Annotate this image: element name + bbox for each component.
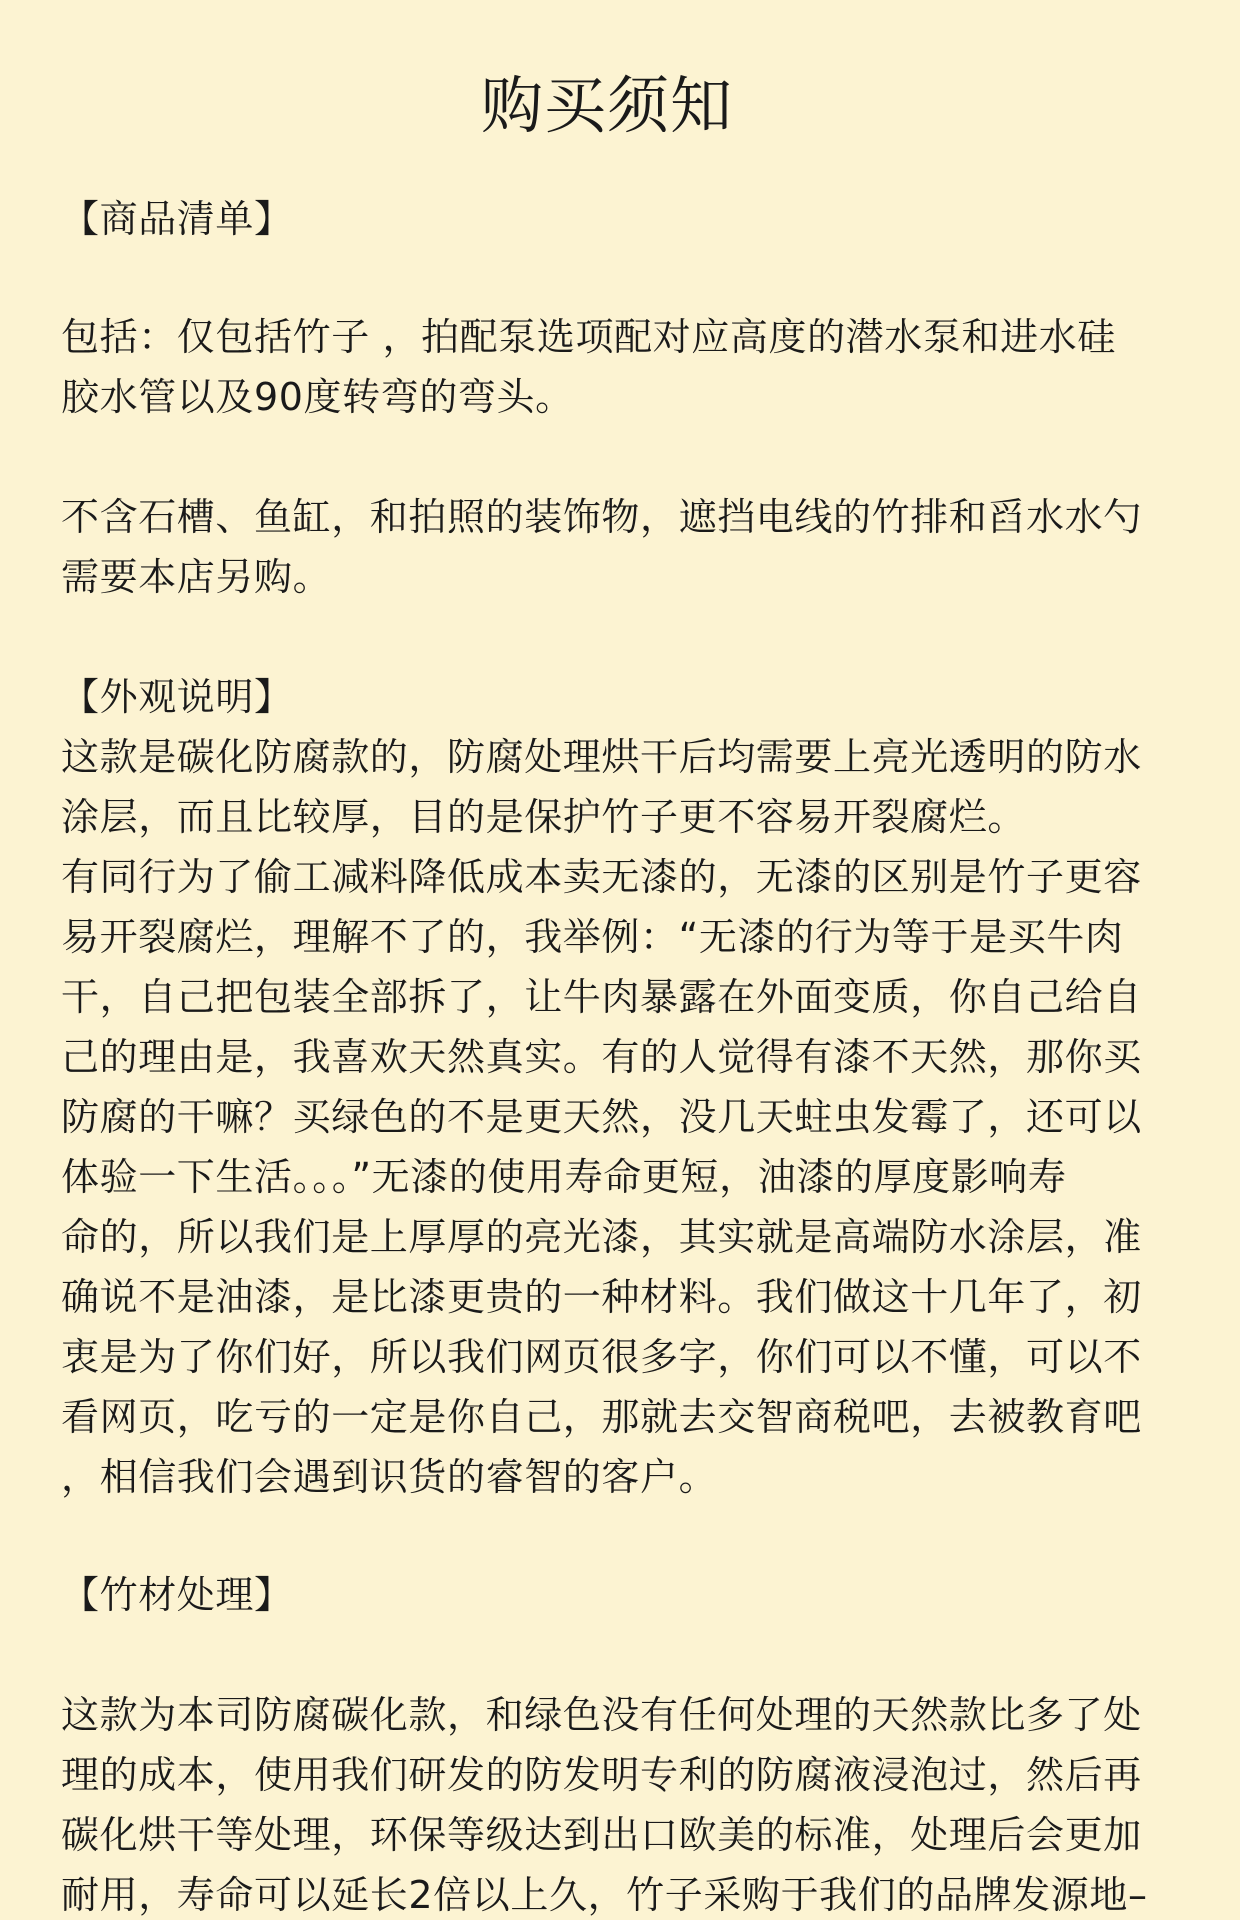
paragraph-line: 不含石槽、鱼缸，和拍照的装饰物，遮挡电线的竹排和舀水水勺 bbox=[61, 495, 1142, 539]
paragraph-line: 胶水管以及90度转弯的弯头。 bbox=[61, 375, 574, 419]
section-heading-product-list: 【商品清单】 bbox=[61, 197, 293, 241]
paragraph-line: ，相信我们会遇到识货的睿智的客户。 bbox=[61, 1455, 718, 1499]
paragraph-line: 理的成本，使用我们研发的防发明专利的防腐液浸泡过，然后再 bbox=[61, 1753, 1142, 1797]
paragraph-line: 确说不是油漆，是比漆更贵的一种材料。我们做这十几年了，初 bbox=[61, 1275, 1142, 1319]
paragraph-line: 看网页，吃亏的一定是你自己，那就去交智商税吧，去被教育吧 bbox=[61, 1395, 1142, 1439]
paragraph-line: 己的理由是，我喜欢天然真实。有的人觉得有漆不天然，那你买 bbox=[61, 1035, 1142, 1079]
paragraph-line: 需要本店另购。 bbox=[61, 555, 332, 599]
paragraph-line: 干，自己把包装全部拆了，让牛肉暴露在外面变质，你自己给自 bbox=[61, 975, 1142, 1019]
paragraph-line: 耐用，寿命可以延长2倍以上久，竹子采购于我们的品牌发源地– bbox=[61, 1873, 1148, 1917]
section-heading-bamboo-treatment: 【竹材处理】 bbox=[61, 1573, 293, 1617]
paragraph-line: 命的，所以我们是上厚厚的亮光漆，其实就是高端防水涂层，准 bbox=[61, 1215, 1142, 1259]
paragraph-line: 这款是碳化防腐款的，防腐处理烘干后均需要上亮光透明的防水 bbox=[61, 735, 1142, 779]
section-heading-appearance: 【外观说明】 bbox=[61, 675, 293, 719]
paragraph-line: 这款为本司防腐碳化款，和绿色没有任何处理的天然款比多了处 bbox=[61, 1693, 1142, 1737]
page-title: 购买须知 bbox=[480, 69, 733, 142]
paragraph-line: 防腐的干嘛？买绿色的不是更天然，没几天蛀虫发霉了，还可以 bbox=[61, 1095, 1142, 1139]
paragraph-line: 涂层，而且比较厚，目的是保护竹子更不容易开裂腐烂。 bbox=[61, 795, 1027, 839]
paragraph-line: 有同行为了偷工减料降低成本卖无漆的，无漆的区别是竹子更容 bbox=[61, 855, 1142, 899]
paragraph-line: 包括：仅包括竹子 ，拍配泵选项配对应高度的潜水泵和进水硅 bbox=[61, 315, 1116, 359]
paragraph-line: 体验一下生活。。。”无漆的使用寿命更短，油漆的厚度影响寿 bbox=[61, 1155, 1067, 1199]
paragraph-line: 易开裂腐烂，理解不了的，我举例：“无漆的行为等于是买牛肉 bbox=[61, 915, 1124, 959]
paragraph-line: 碳化烘干等处理，环保等级达到出口欧美的标准，处理后会更加 bbox=[61, 1813, 1142, 1857]
paragraph-line: 衷是为了你们好，所以我们网页很多字，你们可以不懂，可以不 bbox=[61, 1335, 1142, 1379]
